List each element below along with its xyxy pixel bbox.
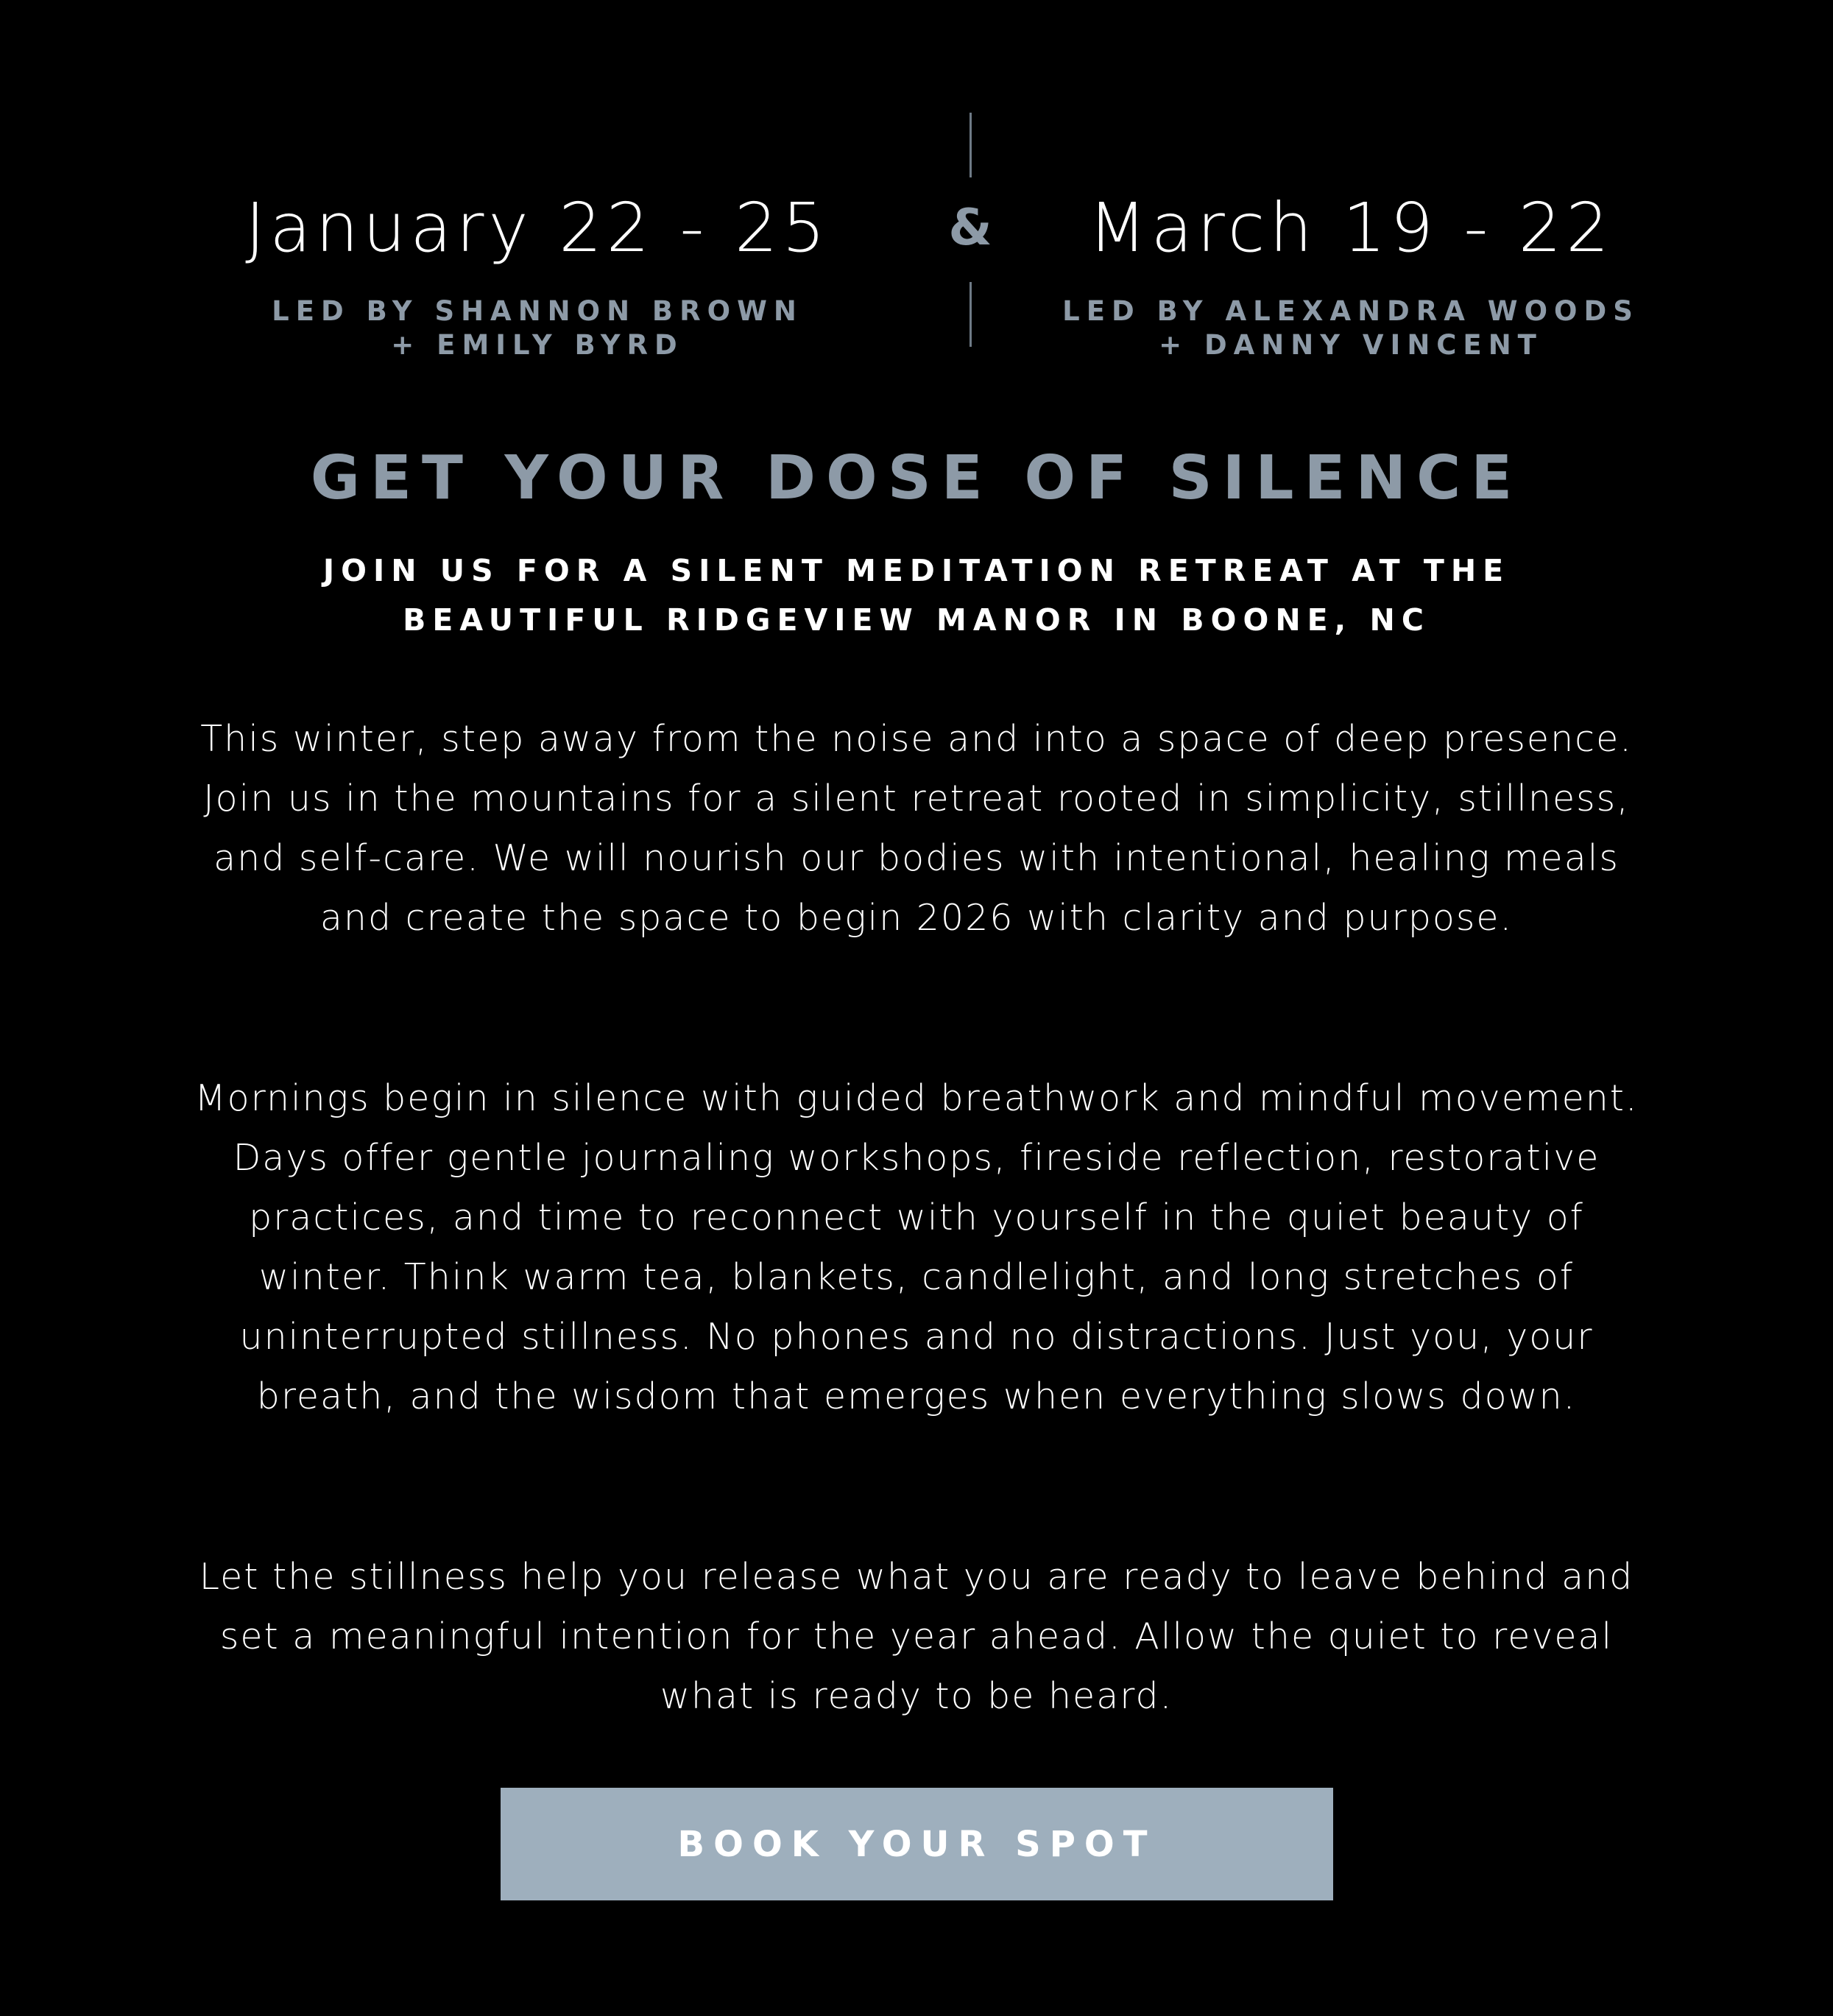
event-january: [133, 184, 942, 362]
body-paragraph-closing: Let the stillness help you release what you are ready to leave behind and set a meaningful intention for the year ahead. Allow the quiet to reveal what is ready to be heard.: [199, 1556, 1634, 1717]
event-dates: March 19 - 22: [1088, 188, 1614, 267]
event-leaders-line1: LED BY SHANNON BROWN: [272, 295, 803, 327]
subheading: [254, 546, 1579, 645]
event-leaders-line2: + EMILY BYRD: [391, 329, 684, 361]
event-leaders-line1: LED BY ALEXANDRA WOODS: [1062, 295, 1639, 327]
subheading-line2: BEAUTIFUL RIDGEVIEW MANOR IN BOONE, NC: [403, 602, 1430, 638]
event-dates: January 22 - 25: [245, 188, 830, 267]
event-leaders: [946, 295, 1756, 362]
book-your-spot-button[interactable]: BOOK YOUR SPOT: [501, 1788, 1333, 1900]
event-leaders-line2: + DANNY VINCENT: [1159, 329, 1543, 361]
event-leaders: [133, 295, 942, 362]
ampersand-separator: &: [948, 199, 992, 257]
body-paragraph-schedule: Mornings begin in silence with guided breathwork and mindful movement. Days offer gentle journaling workshops, fireside reflection, restorative practices, and time to reconnect with yourself in the quiet beauty of winter. Think warm tea, blankets, candlelight, and long stretches of uninterrupted stillness. No phones and no distractions. Just you, your breath, and the wisdom that emerges when everything slows down.: [194, 1077, 1639, 1417]
event-march: [946, 184, 1756, 362]
page-title: GET YOUR DOSE OF SILENCE: [310, 443, 1523, 513]
divider-line-top: [970, 113, 972, 177]
body-paragraph-intro: This winter, step away from the noise and into a space of deep presence. Join us in the mountains for a silent retreat rooted in simplicity, stillness, and self-care. We will nourish our bodies with intentional, healing meals and create the space to begin 2026 with clarity and purpose.: [200, 718, 1633, 939]
subheading-line1: JOIN US FOR A SILENT MEDITATION RETREAT AT THE: [322, 553, 1511, 588]
